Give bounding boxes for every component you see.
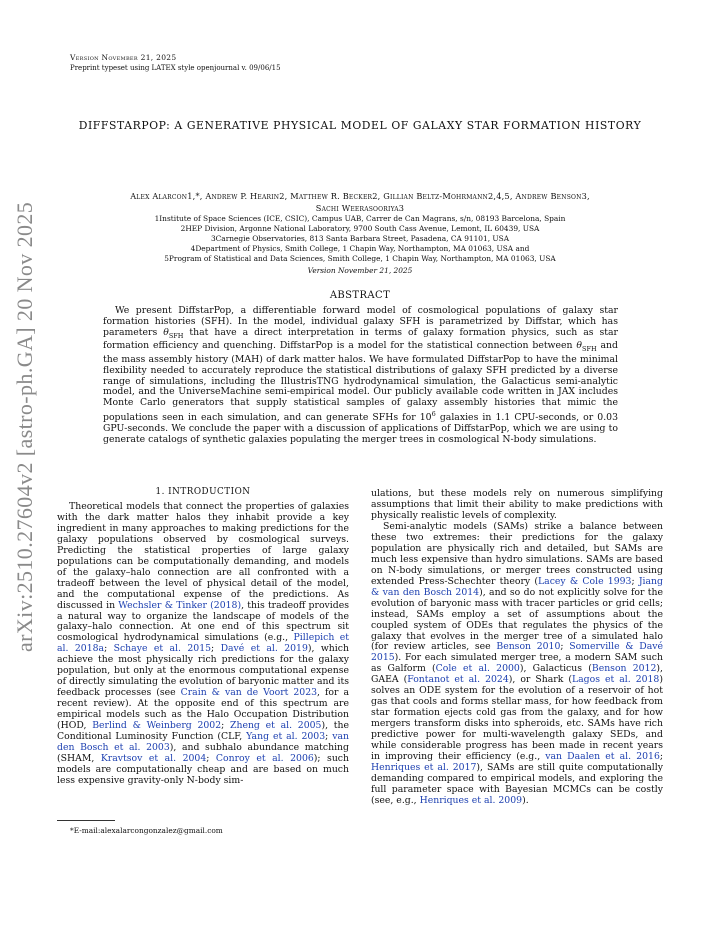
citation-link[interactable]: van Daalen et al. 2016 — [545, 751, 660, 763]
paper-title: DIFFSTARPOP: A GENERATIVE PHYSICAL MODEL OF GALAXY STAR FORMATION HISTORY — [78, 119, 642, 132]
authors-line-2: Sachi Weerasooriya3 — [315, 203, 405, 213]
citation-link[interactable]: Cole et al. 2000 — [435, 663, 520, 675]
arxiv-identifier-stamp: arXiv:2510.27604v2 [astro-ph.GA] 20 Nov 2025 — [12, 201, 37, 652]
affiliation-3: 3Carnegie Observatories, 813 Santa Barbara Street, Pasadena, CA 91101, USA — [210, 234, 510, 243]
abstract-body: We present DiffstarPop, a differentiable forward model of cosmological populations of galaxy star formation histories (SFH). In the model, individual galaxy SFH is parametrized by Diffstar, which has parameters $\theta_{SFH}$ that have a direct interpretation in terms of galaxy formation physics, such as star formation efficiency and quenching. DiffstarPop is a model for the statistical connection between $\theta_{SFH}$ and the mass assembly history (MAH) of dark matter halos. We have formulated DiffstarPop to have the minimal flexibility needed to accurately reproduce the statistical distributions of galaxy SFH predicted by a diverse range of simulations, including the IllustrisTNG hydrodynamical simulation, the Galacticus semi-analytic model, and the UniverseMachine semi-empirical model. Our publicly available code written in JAX includes Monte Carlo generators that supply statistical samples of galaxy assembly histories that mimic the populations seen in each simulation, and can generate SFHs for $10^6$ galaxies in 1.1 CPU-seconds, or 0.03 GPU-seconds. We conclude the paper with a discussion of applications of DiffstarPop, which we are using to generate catalogs of synthetic galaxies populating the merger trees in cosmological N-body simulations. — [103, 305, 619, 445]
affiliation-1: 1Institute of Space Sciences (ICE, CSIC), Campus UAB, Carrer de Can Magrans, s/n, 08193 Barcelona, Spain — [154, 214, 566, 223]
abstract-heading: ABSTRACT — [329, 290, 391, 301]
citation-link[interactable]: Yang et al. 2003 — [246, 731, 326, 743]
citation-link[interactable]: Henriques et al. 2017 — [371, 761, 477, 773]
citation-link[interactable]: Conroy et al. 2006 — [215, 752, 314, 764]
authors-line-1: Alex Alarcon1,*, Andrew P. Hearin2, Matthew R. Becker2, Gillian Beltz-Mohrmann2,4,5, Andrew Benson3, — [130, 191, 590, 201]
footnote-divider — [57, 820, 115, 821]
citation-link[interactable]: Benson 2012 — [591, 663, 657, 675]
citation-link[interactable]: Jiang & van den Bosch 2014 — [371, 575, 663, 598]
section-heading-introduction: 1. INTRODUCTION — [155, 487, 251, 497]
introduction-left-column: Theoretical models that connect the properties of galaxies with the dark matter halos they inhabit provide a key ingredient in many approaches to making predictions for the galaxy populations observed by cosmological surveys. Predicting the statistical properties of large galaxy populations can be computationally demanding, and models of the galaxy–halo connection are all confronted with a tradeoff between the level of physical detail of the model, and the computational expense of the predictions. As discussed in Wechsler & Tinker (2018), this tradeoff provides a natural way to organize the landscape of models of the galaxy–halo connection. At one end of this spectrum sit cosmological hydrodynamical simulations (e.g., Pillepich et al. 2018a; Schaye et al. 2015; Davé et al. 2019), which achieve the most physically rich predictions for the galaxy population, but only at the enormous computational expense of directly simulating the evolution of baryonic matter and its feedback processes (see Crain & van de Voort 2023, for a recent review). At the opposite end of this spectrum are empirical models such as the Halo Occupation Distribution (HOD, Berlind & Weinberg 2002; Zheng et al. 2005), the Conditional Luminosity Function (CLF, Yang et al. 2003; van den Bosch et al. 2003), and subhalo abundance matching (SHAM, Kravtsov et al. 2004; Conroy et al. 2006); such models are computationally cheap and are based on much less expensive gravity-only N-body sim- — [57, 501, 350, 786]
citation-link[interactable]: Somerville & Davé 2015 — [371, 641, 664, 664]
citation-link[interactable]: Crain & van de Voort 2023 — [180, 687, 318, 699]
author-list — [60, 190, 660, 214]
citation-link[interactable]: Kravtsov et al. 2004 — [100, 752, 207, 764]
citation-link[interactable]: Zheng et al. 2005 — [230, 720, 322, 732]
introduction-right-column-continuation: ulations, but these models rely on numerous simplifying assumptions that limit their ability to make predictions with physically realistic levels of complexity. — [371, 488, 663, 521]
introduction-right-column-paragraph: Semi-analytic models (SAMs) strike a balance between these two extremes: their predictions for the galaxy population are physically rich and detailed, but SAMs are much less expensive than hydro simulations. SAMs are based on N-body simulations, or merger trees constructed using extended Press-Schechter theory (Lacey & Cole 1993; Jiang & van den Bosch 2014), and so do not explicitly solve for the evolution of baryonic mass with tracer particles or grid cells; instead, SAMs employ a set of assumptions about the coupled system of ODEs that regulates the physics of the galaxy that evolves in the merger tree of a simulated halo (for review articles, see Benson 2010; Somerville & Davé 2015). For each simulated merger tree, a modern SAM such as Galform (Cole et al. 2000), Galacticus (Benson 2012), GAEA (Fontanot et al. 2024), or Shark (Lagos et al. 2018) solves an ODE system for the evolution of a reservoir of hot gas that cools and forms stellar mass, for how feedback from star formation ejects cold gas from the galaxy, and for how mergers transform disks into spheroids, etc. SAMs have rich predictive power for multi-wavelength galaxy SEDs, and while considerable progress has been made in recent years in improving their efficiency (e.g., van Daalen et al. 2016; Henriques et al. 2017), SAMs are still quite computationally demanding compared to empirical models, and exploring the full parameter space with Bayesian MCMCs can be costly (see, e.g., Henriques et al. 2009). — [371, 521, 664, 806]
affiliation-5: 5Program of Statistical and Data Sciences, Smith College, 1 Chapin Way, Northampton, MA 01063, USA — [164, 254, 556, 263]
affiliation-4: 4Department of Physics, Smith College, 1 Chapin Way, Northampton, MA 01063, USA and — [190, 244, 530, 253]
citation-link[interactable]: Wechsler & Tinker (2018) — [118, 599, 242, 611]
citation-link[interactable]: Lacey & Cole 1993 — [538, 575, 632, 587]
citation-link[interactable]: Henriques et al. 2009 — [419, 794, 523, 806]
citation-link[interactable]: Fontanot et al. 2024 — [407, 674, 509, 686]
citation-link[interactable]: Berlind & Weinberg 2002 — [92, 720, 222, 732]
citation-link[interactable]: Lagos et al. 2018 — [571, 674, 660, 686]
footnote-email: *E-mail:alexalarcongonzalez@gmail.com — [70, 826, 223, 835]
version-date: Version November 21, 2025 — [307, 266, 413, 275]
citation-link[interactable]: van den Bosch et al. 2003 — [57, 731, 349, 753]
preprint-note: Preprint typeset using LATEX style openjournal v. 09/06/15 — [70, 64, 281, 72]
citation-link[interactable]: Benson 2010 — [496, 641, 561, 653]
citation-link[interactable]: Pillepich et al. 2018a — [57, 632, 349, 655]
version-line: Version November 21, 2025 — [70, 53, 177, 62]
citation-link[interactable]: Davé et al. 2019 — [220, 643, 308, 655]
affiliation-2: 2HEP Division, Argonne National Laboratory, 9700 South Cass Avenue, Lemont, IL 60439, USA — [180, 224, 540, 233]
citation-link[interactable]: Schaye et al. 2015 — [113, 643, 212, 655]
